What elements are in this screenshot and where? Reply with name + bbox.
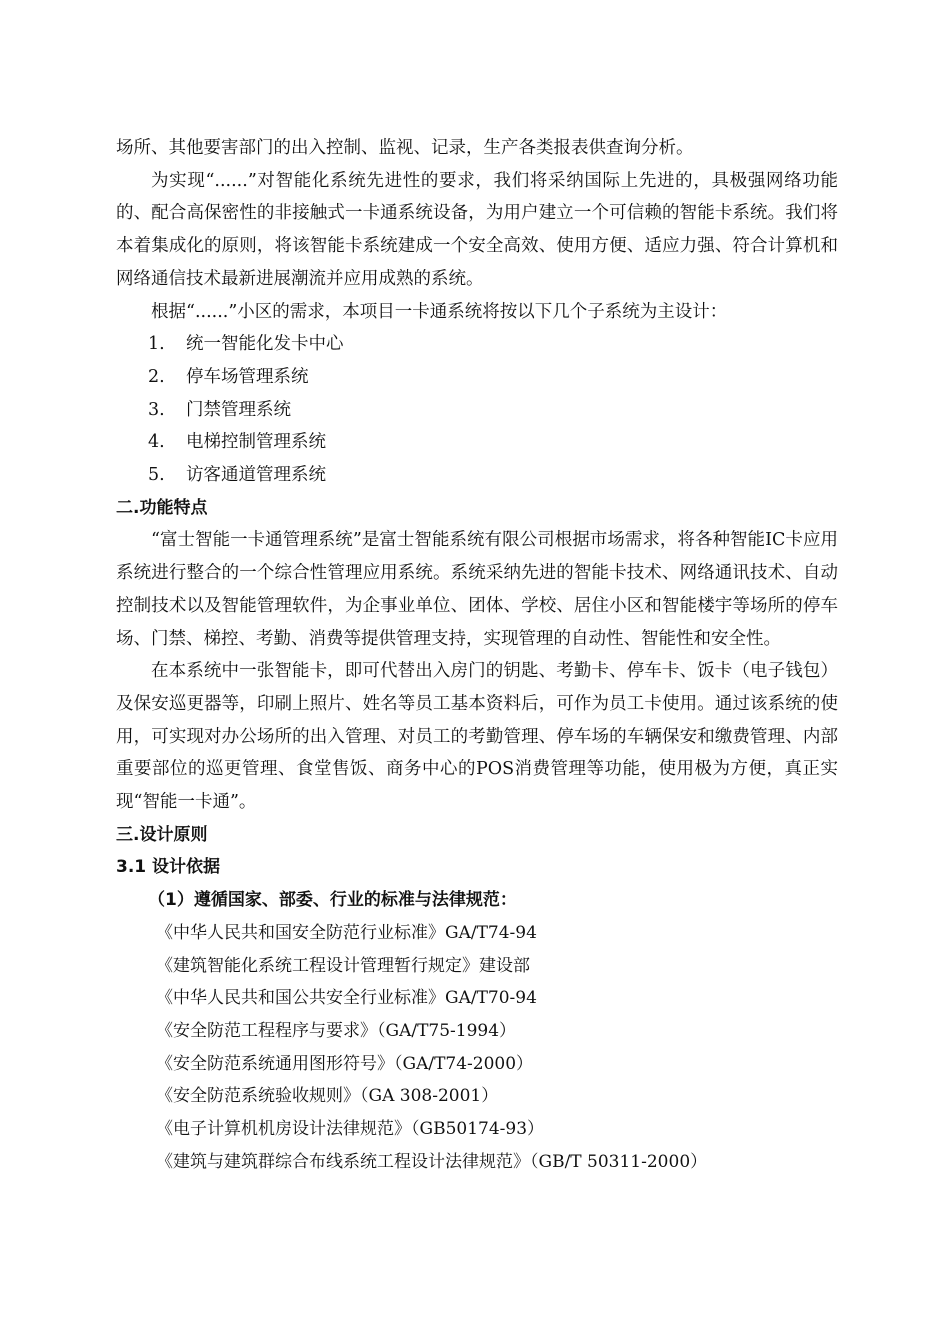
standard-item: 《安全防范系统通用图形符号》（GA/T74-2000） (156, 1053, 534, 1074)
list-item-label: 电梯控制管理系统 (186, 432, 326, 453)
features-paragraph-1: “富士智能一卡通管理系统”是富士智能系统有限公司根据市场需求，将各种智能IC卡应用系统进行整合的一个综合性管理应用系统。系统采纳先进的智能卡技术、网络通讯技术、自动控制技术以及智能管理软件，为企事业单位、团体、学校、居住小区和智能楼宇等场所的停车场、门禁、梯控、考勤、消费等提供管理支持，实现管理的自动性、智能性和安全性。 (116, 530, 838, 649)
list-item-number: 3. (148, 399, 165, 420)
subsystem-list (116, 328, 838, 492)
list-item (116, 328, 838, 361)
list-item (116, 426, 838, 459)
list-item (116, 459, 838, 492)
list-item (116, 394, 838, 427)
section-heading-design-principles: 三.设计原则 (116, 824, 208, 845)
standard-item: 《安全防范系统验收规则》（GA 308-2001） (156, 1086, 499, 1107)
list-item-number: 4. (148, 432, 165, 453)
standard-item: 《中华人民共和国安全防范行业标准》GA/T74-94 (156, 922, 537, 943)
list-item-label: 停车场管理系统 (186, 366, 309, 387)
features-paragraph-2: 在本系统中一张智能卡，即可代替出入房门的钥匙、考勤卡、停车卡、饭卡（电子钱包）及保安巡更器等，印刷上照片、姓名等员工基本资料后，可作为员工卡使用。通过该系统的使用，可实现对办公场所的出入管理、对员工的考勤管理、停车场的车辆保安和缴费管理、内部重要部位的巡更管理、食堂售饭、商务中心的POS消费管理等功能，使用极为方便，真正实现“智能一卡通”。 (116, 661, 838, 813)
standard-item: 《建筑与建筑群综合布线系统工程设计法律规范》（GB/T 50311-2000） (156, 1151, 708, 1172)
section-heading-features: 二.功能特点 (116, 497, 208, 518)
list-item (116, 361, 838, 394)
list-item-label: 统一智能化发卡中心 (186, 334, 344, 355)
standards-list-heading: （1）遵循国家、部委、行业的标准与法律规范： (148, 890, 517, 911)
standards-list (116, 917, 838, 1179)
standard-item: 《电子计算机机房设计法律规范》（GB50174-93） (156, 1119, 545, 1140)
standard-item: 《中华人民共和国公共安全行业标准》GA/T70-94 (156, 988, 537, 1009)
list-item-number: 1. (148, 334, 165, 355)
document-body (116, 132, 838, 1179)
intro-advanced-paragraph: 为实现“......”对智能化系统先进性的要求，我们将采纳国际上先进的，具极强网络功能的、配合高保密性的非接触式一卡通系统设备，为用户建立一个可信赖的智能卡系统。我们将本着集成化的原则，将该智能卡系统建成一个安全高效、使用方便、适应力强、符合计算机和网络通信技术最新进展潮流并应用成熟的系统。 (116, 170, 838, 289)
list-item-number: 5. (148, 465, 165, 486)
intro-continuation-line: 场所、其他要害部门的出入控制、监视、记录，生产各类报表供查询分析。 (116, 138, 694, 158)
list-item-label: 访客通道管理系统 (186, 465, 326, 486)
standard-item: 《建筑智能化系统工程设计管理暂行规定》建设部 (156, 955, 530, 976)
intro-requirements-paragraph: 根据“......”小区的需求，本项目一卡通系统将按以下几个子系统为主设计： (151, 301, 728, 322)
standard-item: 《安全防范工程程序与要求》（GA/T75-1994） (156, 1020, 517, 1041)
list-item-label: 门禁管理系统 (186, 399, 291, 420)
list-item-number: 2. (148, 366, 165, 387)
subsection-heading-design-basis: 3.1 设计依据 (116, 857, 221, 878)
